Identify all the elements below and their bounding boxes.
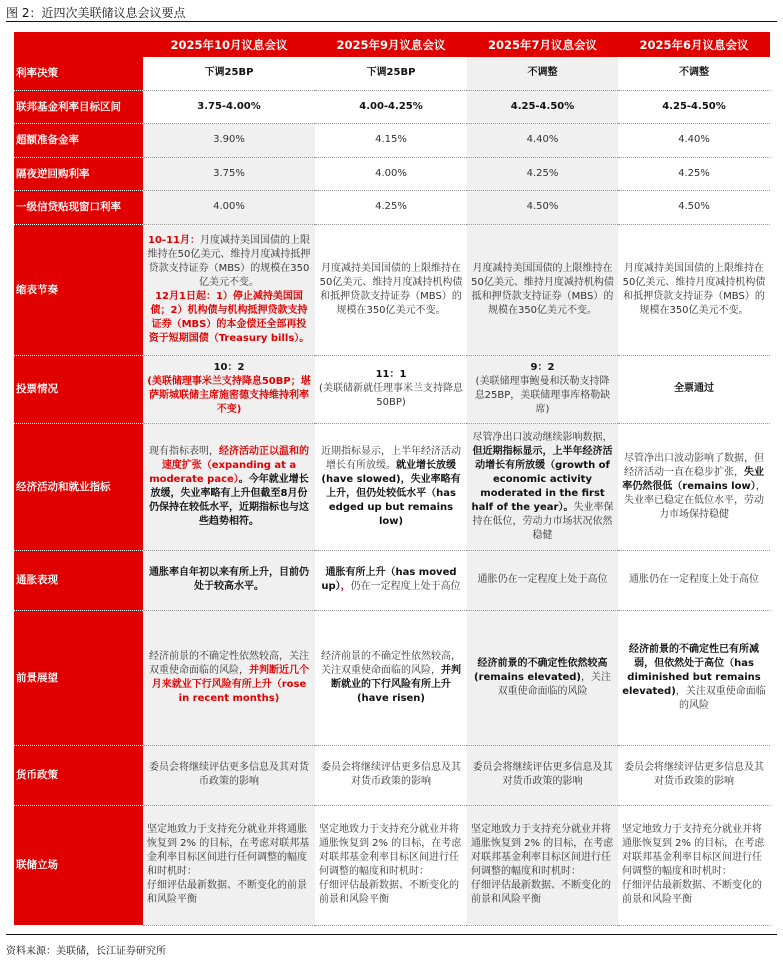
table-cell [618, 355, 770, 423]
cell-text: 坚定地致力于支持充分就业并将通胀恢复到 2% 的目标，在考虑对联邦基金利率目标区间进行任何调整的幅度和时机时： 仔细评估最新数据、不断变化的前景和风险平衡 [471, 824, 614, 905]
cell-text: 12月1日起：1）停止减持美国国债；2）机构债与机构抵押贷款支持证券（MBS）的本金偿还全部再投资于短期国债（Treasury bills）。 [148, 290, 310, 344]
cell-text: 委员会将继续评估更多信息及其对货币政策的影响 [321, 762, 461, 787]
table-cell [143, 610, 315, 745]
cell-text: 4.50% [678, 201, 710, 212]
table-cell [618, 57, 770, 90]
cell-text: ， [340, 581, 351, 592]
cell-text: 4.40% [526, 134, 559, 145]
table-cell [618, 90, 770, 123]
table-cell [467, 57, 618, 90]
cell-text: 就业增长放缓(have slowed)，失业率略有上升，但仍处较低水平（has edged up but remains low) [321, 459, 461, 527]
cell-text: 经济前景的不确定性依然较高(remains elevated) [474, 657, 608, 683]
table-row [14, 90, 770, 123]
table-row [14, 423, 770, 550]
table-cell [315, 90, 467, 123]
column-header: 2025年7月议息会议 [467, 32, 618, 57]
cell-text: 失业率仍然很低（remains low） [622, 466, 764, 492]
corner-header [14, 32, 143, 57]
cell-text: 仍在一定程度上处于高位 [350, 581, 461, 592]
table-cell [618, 190, 770, 224]
cell-text: ，关注双重使命面临的风险 [675, 685, 766, 711]
table-cell [315, 550, 467, 610]
table-cell [315, 157, 467, 190]
table-cell [315, 423, 467, 550]
table-cell [618, 123, 770, 157]
column-header: 2025年9月议息会议 [315, 32, 467, 57]
row-label: 联储立场 [14, 805, 143, 925]
row-label: 缩表节奏 [14, 224, 143, 355]
cell-text: 4.25% [678, 167, 710, 179]
table-row [14, 745, 770, 805]
table-cell [143, 550, 315, 610]
cell-text: 3.90% [213, 134, 245, 145]
cell-text: 并判断近几个月来就业下行风险有所上升（rose in recent months) [151, 664, 309, 704]
table-cell [467, 123, 618, 157]
cell-text: 4.25-4.50% [662, 100, 726, 112]
cell-text: ，失业率已稳定在低位水平，劳动力市场保持稳健 [624, 480, 766, 520]
row-label: 前景展望 [14, 610, 143, 745]
row-label: 经济活动和就业指标 [14, 423, 143, 550]
table-cell [467, 355, 618, 423]
cell-text: 委员会将继续评估更多信息及其对货币政策的影响 [624, 762, 764, 787]
cell-text: (美联储理事鲍曼和沃勒支持降息25BP，美联储理事库格勒缺席) [474, 376, 611, 415]
row-label: 联邦基金利率目标区间 [14, 90, 143, 123]
row-label: 投票情况 [14, 355, 143, 423]
cell-text: 4.00% [375, 167, 407, 179]
table-row [14, 610, 770, 745]
table-cell [143, 123, 315, 157]
cell-text: 经济活动正以温和的速度扩张（expanding at a moderate pace） [149, 445, 309, 485]
header-row [14, 32, 770, 57]
table-cell [618, 805, 770, 925]
cell-text: 坚定地致力于支持充分就业并将通胀恢复到 2% 的目标，在考虑对联邦基金利率目标区间进行任何调整的幅度和时机时： 仔细评估最新数据、不断变化的前景和风险平衡 [319, 824, 462, 905]
row-label: 超额准备金率 [14, 123, 143, 157]
cell-text: 并判断就业的下行风险有所上升(have risen) [331, 664, 461, 704]
cell-text: 4.25% [526, 167, 559, 179]
cell-text: 委员会将继续评估更多信息及其对货币政策的影响 [472, 762, 613, 787]
cell-text: 3.75% [213, 167, 245, 179]
table-cell [467, 90, 618, 123]
cell-text: 月度减持美国国债的上限维持在50亿美元、维持月度减持抵押贷款支持证券（MBS）的规模在350亿美元不变。 [147, 234, 311, 288]
cell-text: 委员会将继续评估更多信息及其对货币政策的影响 [149, 762, 309, 787]
source-note: 资料来源：美联储，长江证券研究所 [6, 946, 166, 957]
table-cell [143, 57, 315, 90]
cell-text: 尽管净出口波动继续影响数据， [472, 431, 613, 443]
cell-text: 失业率保持在低位，劳动力市场状况依然稳健 [472, 501, 614, 541]
table-row [14, 550, 770, 610]
cell-text: 通胀率自年初以来有所上升，目前仍处于较高水平。 [149, 567, 309, 592]
row-label: 货币政策 [14, 745, 143, 805]
table-cell [618, 157, 770, 190]
row-label: 一级信贷贴现窗口利率 [14, 190, 143, 224]
cell-text: 11：1 [375, 369, 407, 380]
cell-text: 通胀有所上升（has moved up） [321, 567, 457, 592]
table-row [14, 805, 770, 925]
cell-text: 通胀仍在一定程度上处于高位 [629, 574, 759, 585]
table-cell [315, 224, 467, 355]
table-cell [315, 355, 467, 423]
table-cell [143, 423, 315, 550]
cell-text: 3.75-4.00% [197, 100, 261, 112]
table-cell [143, 157, 315, 190]
table-row [14, 123, 770, 157]
cell-text: 通胀仍在一定程度上处于高位 [477, 574, 608, 585]
table-row [14, 57, 770, 90]
row-label: 通胀表现 [14, 550, 143, 610]
table-cell [143, 224, 315, 355]
table-cell [618, 224, 770, 355]
table-cell [315, 57, 467, 90]
table-cell [143, 805, 315, 925]
table-cell [315, 805, 467, 925]
table-cell [143, 190, 315, 224]
table-cell [618, 745, 770, 805]
table-cell [315, 123, 467, 157]
cell-text: 下调25BP [204, 67, 254, 79]
table-row [14, 355, 770, 423]
table-cell [467, 805, 618, 925]
cell-text: 月度减持美国国债的上限维持在50亿美元、维持月度减持机构债和抵押贷款支持证券（MBS）的规模在350亿美元不变。 [319, 262, 463, 316]
cell-text: 全票通过 [674, 383, 714, 394]
cell-text: 4.25-4.50% [510, 100, 575, 112]
cell-text: 经济前景的不确定性依然较高，关注双重使命面临的风险， [321, 650, 461, 676]
table-cell [467, 190, 618, 224]
figure-title: 图 2：近四次美联储议息会议要点 [6, 6, 186, 20]
cell-text: 4.15% [375, 134, 407, 145]
cell-text: 现有指标表明， [149, 445, 219, 457]
cell-text: 10-11月： [148, 234, 200, 246]
top-rule [6, 21, 777, 22]
table-row [14, 224, 770, 355]
table-cell [315, 190, 467, 224]
table-cell [467, 745, 618, 805]
cell-text: 坚定地致力于支持充分就业并将通胀恢复到 2% 的目标，在考虑对联邦基金利率目标区间进行任何调整的幅度和时机时： 仔细评估最新数据、不断变化的前景和风险平衡 [622, 824, 765, 905]
table-cell [618, 550, 770, 610]
bottom-rule [6, 934, 777, 935]
cell-text: 4.40% [678, 134, 710, 145]
table-cell [467, 423, 618, 550]
cell-text: (美联储理事米兰支持降息50BP；堪萨斯城联储主席施密德支持维持利率不变) [147, 376, 311, 415]
cell-text: 9：2 [530, 362, 555, 373]
cell-text: 下调25BP [366, 67, 416, 79]
cell-text: 近期指标显示，上半年经济活动增长有所放缓。 [321, 445, 461, 471]
row-label: 利率决策 [14, 57, 143, 90]
cell-text: 不调整 [527, 67, 558, 79]
fomc-comparison-table [14, 32, 770, 926]
table-cell [467, 550, 618, 610]
table-cell [143, 90, 315, 123]
row-label: 隔夜逆回购利率 [14, 157, 143, 190]
cell-text: 经济前景的不确定性依然较高，关注双重使命面临的风险， [149, 650, 309, 676]
table-cell [315, 745, 467, 805]
cell-text: ，关注双重使命面临的风险 [497, 671, 611, 697]
cell-text: (美联储新就任理事米兰支持降息50BP) [319, 383, 463, 408]
table-cell [618, 423, 770, 550]
cell-text: 10：2 [213, 362, 245, 373]
table-cell [315, 610, 467, 745]
cell-text: 月度减持美国国债的上限维持在50亿美元、维持月度减持机构债抵和押贷款支持证券（MBS）的规模在350亿美元不变。 [471, 262, 614, 316]
column-header: 2025年10月议息会议 [143, 32, 315, 57]
cell-text: 4.00% [213, 201, 245, 212]
table-cell [467, 610, 618, 745]
cell-text: 不调整 [679, 67, 709, 79]
table-cell [467, 224, 618, 355]
table-cell [143, 355, 315, 423]
table-cell [143, 745, 315, 805]
cell-text: 经济前景的不确定性已有所减弱，但依然处于高位（has diminished but remains elevated) [622, 643, 761, 697]
cell-text: 坚定地致力于支持充分就业并将通胀恢复到 2% 的目标，在考虑对联邦基金利率目标区间进行任何调整的幅度和时机时： 仔细评估最新数据、不断变化的前景和风险平衡 [147, 824, 310, 905]
cell-text: 。今年就业增长放缓，失业率略有上升但截至8月份仍保持在较低水平，近期指标也与这些趋势相符。 [149, 473, 309, 527]
table-cell [618, 610, 770, 745]
table-row [14, 157, 770, 190]
column-header: 2025年6月议息会议 [618, 32, 770, 57]
cell-text: 但近期指标显示，上半年经济活动增长有所放缓（growth of economic activity moderated in the first half of the year）。 [471, 445, 613, 513]
table-cell [467, 157, 618, 190]
table-row [14, 190, 770, 224]
cell-text: 4.00-4.25% [359, 100, 423, 112]
cell-text: 4.50% [526, 201, 559, 212]
cell-text: 尽管净出口波动影响了数据，但经济活动一直在稳步扩张， [624, 452, 764, 478]
cell-text: 4.25% [375, 201, 407, 212]
cell-text: 月度减持美国国债的上限维持在50亿美元、维持月度减持机构债和抵押贷款支持证券（MBS）的规模在350亿美元不变。 [622, 262, 766, 316]
